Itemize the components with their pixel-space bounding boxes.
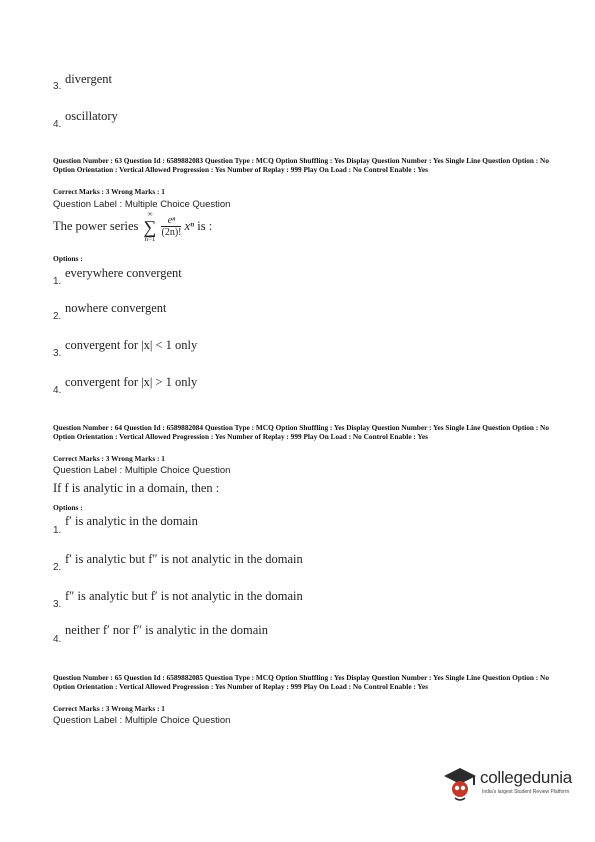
logo-tagline: India's largest Student Review Platform: [482, 789, 570, 795]
question-marks: Correct Marks : 3 Wrong Marks : 1: [53, 454, 165, 463]
option-text: divergent: [65, 72, 112, 86]
option-number: 3.: [53, 599, 62, 610]
question-marks: Correct Marks : 3 Wrong Marks : 1: [53, 187, 165, 196]
question-label: Question Label : Multiple Choice Question: [53, 715, 231, 726]
option-number: 1.: [53, 525, 62, 536]
option-number: 3.: [53, 81, 62, 92]
option-text: f″ is analytic but f′ is not analytic in the domain: [65, 589, 303, 603]
question-meta: Question Number : 65 Question Id : 6589882085 Question Type : MCQ Option Shuffling : Yes Display Question Number : Yes Single Line Question Option : No Option Orientation : Vertical Allowed Progression : Yes Number of Replay : 999 Play On Load : No Control Enable : Yes: [53, 673, 549, 691]
question-meta: Question Number : 63 Question Id : 6589882083 Question Type : MCQ Option Shuffling : Yes Display Question Number : Yes Single Line Question Option : No Option Orientation : Vertical Allowed Progression : Yes Number of Replay : 999 Play On Load : No Control Enable : Yes: [53, 156, 549, 174]
option-number: 2.: [53, 311, 62, 322]
options-heading: Options :: [53, 254, 83, 263]
question-label: Question Label : Multiple Choice Question: [53, 199, 231, 210]
question-meta: Question Number : 64 Question Id : 6589882084 Question Type : MCQ Option Shuffling : Yes Display Question Number : Yes Single Line Question Option : No Option Orientation : Vertical Allowed Progression : Yes Number of Replay : 999 Play On Load : No Control Enable : Yes: [53, 423, 549, 441]
sum-upper: ∞: [147, 210, 153, 218]
power-term: xⁿ: [184, 218, 195, 233]
option-number: 1.: [53, 276, 62, 287]
option-number: 3.: [53, 348, 62, 359]
question-text-prefix: The power series: [53, 218, 139, 233]
question-text-suffix: is :: [197, 218, 213, 233]
option-text: everywhere convergent: [65, 266, 182, 280]
option-text: convergent for |x| > 1 only: [65, 375, 198, 389]
option-number: 4.: [53, 385, 62, 396]
option-text: neither f′ nor f″ is analytic in the domain: [65, 623, 269, 637]
option-text: oscillatory: [65, 109, 118, 123]
question-text: If f is analytic in a domain, then :: [53, 481, 220, 495]
option-text: convergent for |x| < 1 only: [65, 338, 198, 352]
option-text: f′ is analytic but f″ is not analytic in the domain: [65, 552, 303, 566]
fraction-numerator: eⁿ: [161, 215, 181, 227]
sum-lower: n=1: [144, 235, 156, 243]
option-number: 4.: [53, 119, 62, 130]
collegedunia-logo: [442, 762, 582, 802]
fraction: [161, 215, 181, 239]
graduate-cap-icon: [442, 762, 478, 802]
question-marks: Correct Marks : 3 Wrong Marks : 1: [53, 704, 165, 713]
question-label: Question Label : Multiple Choice Question: [53, 465, 231, 476]
fraction-denominator: (2n)!: [161, 227, 182, 238]
option-number: 2.: [53, 562, 62, 573]
sum-symbol: ∞ ∑ n=1: [143, 210, 157, 243]
question-text: [53, 211, 212, 243]
option-number: 4.: [53, 634, 62, 645]
logo-name: collegedunia: [480, 768, 572, 787]
option-text: nowhere convergent: [65, 301, 167, 315]
option-text: f′ is analytic in the domain: [65, 514, 198, 528]
options-heading: Options :: [53, 503, 83, 512]
